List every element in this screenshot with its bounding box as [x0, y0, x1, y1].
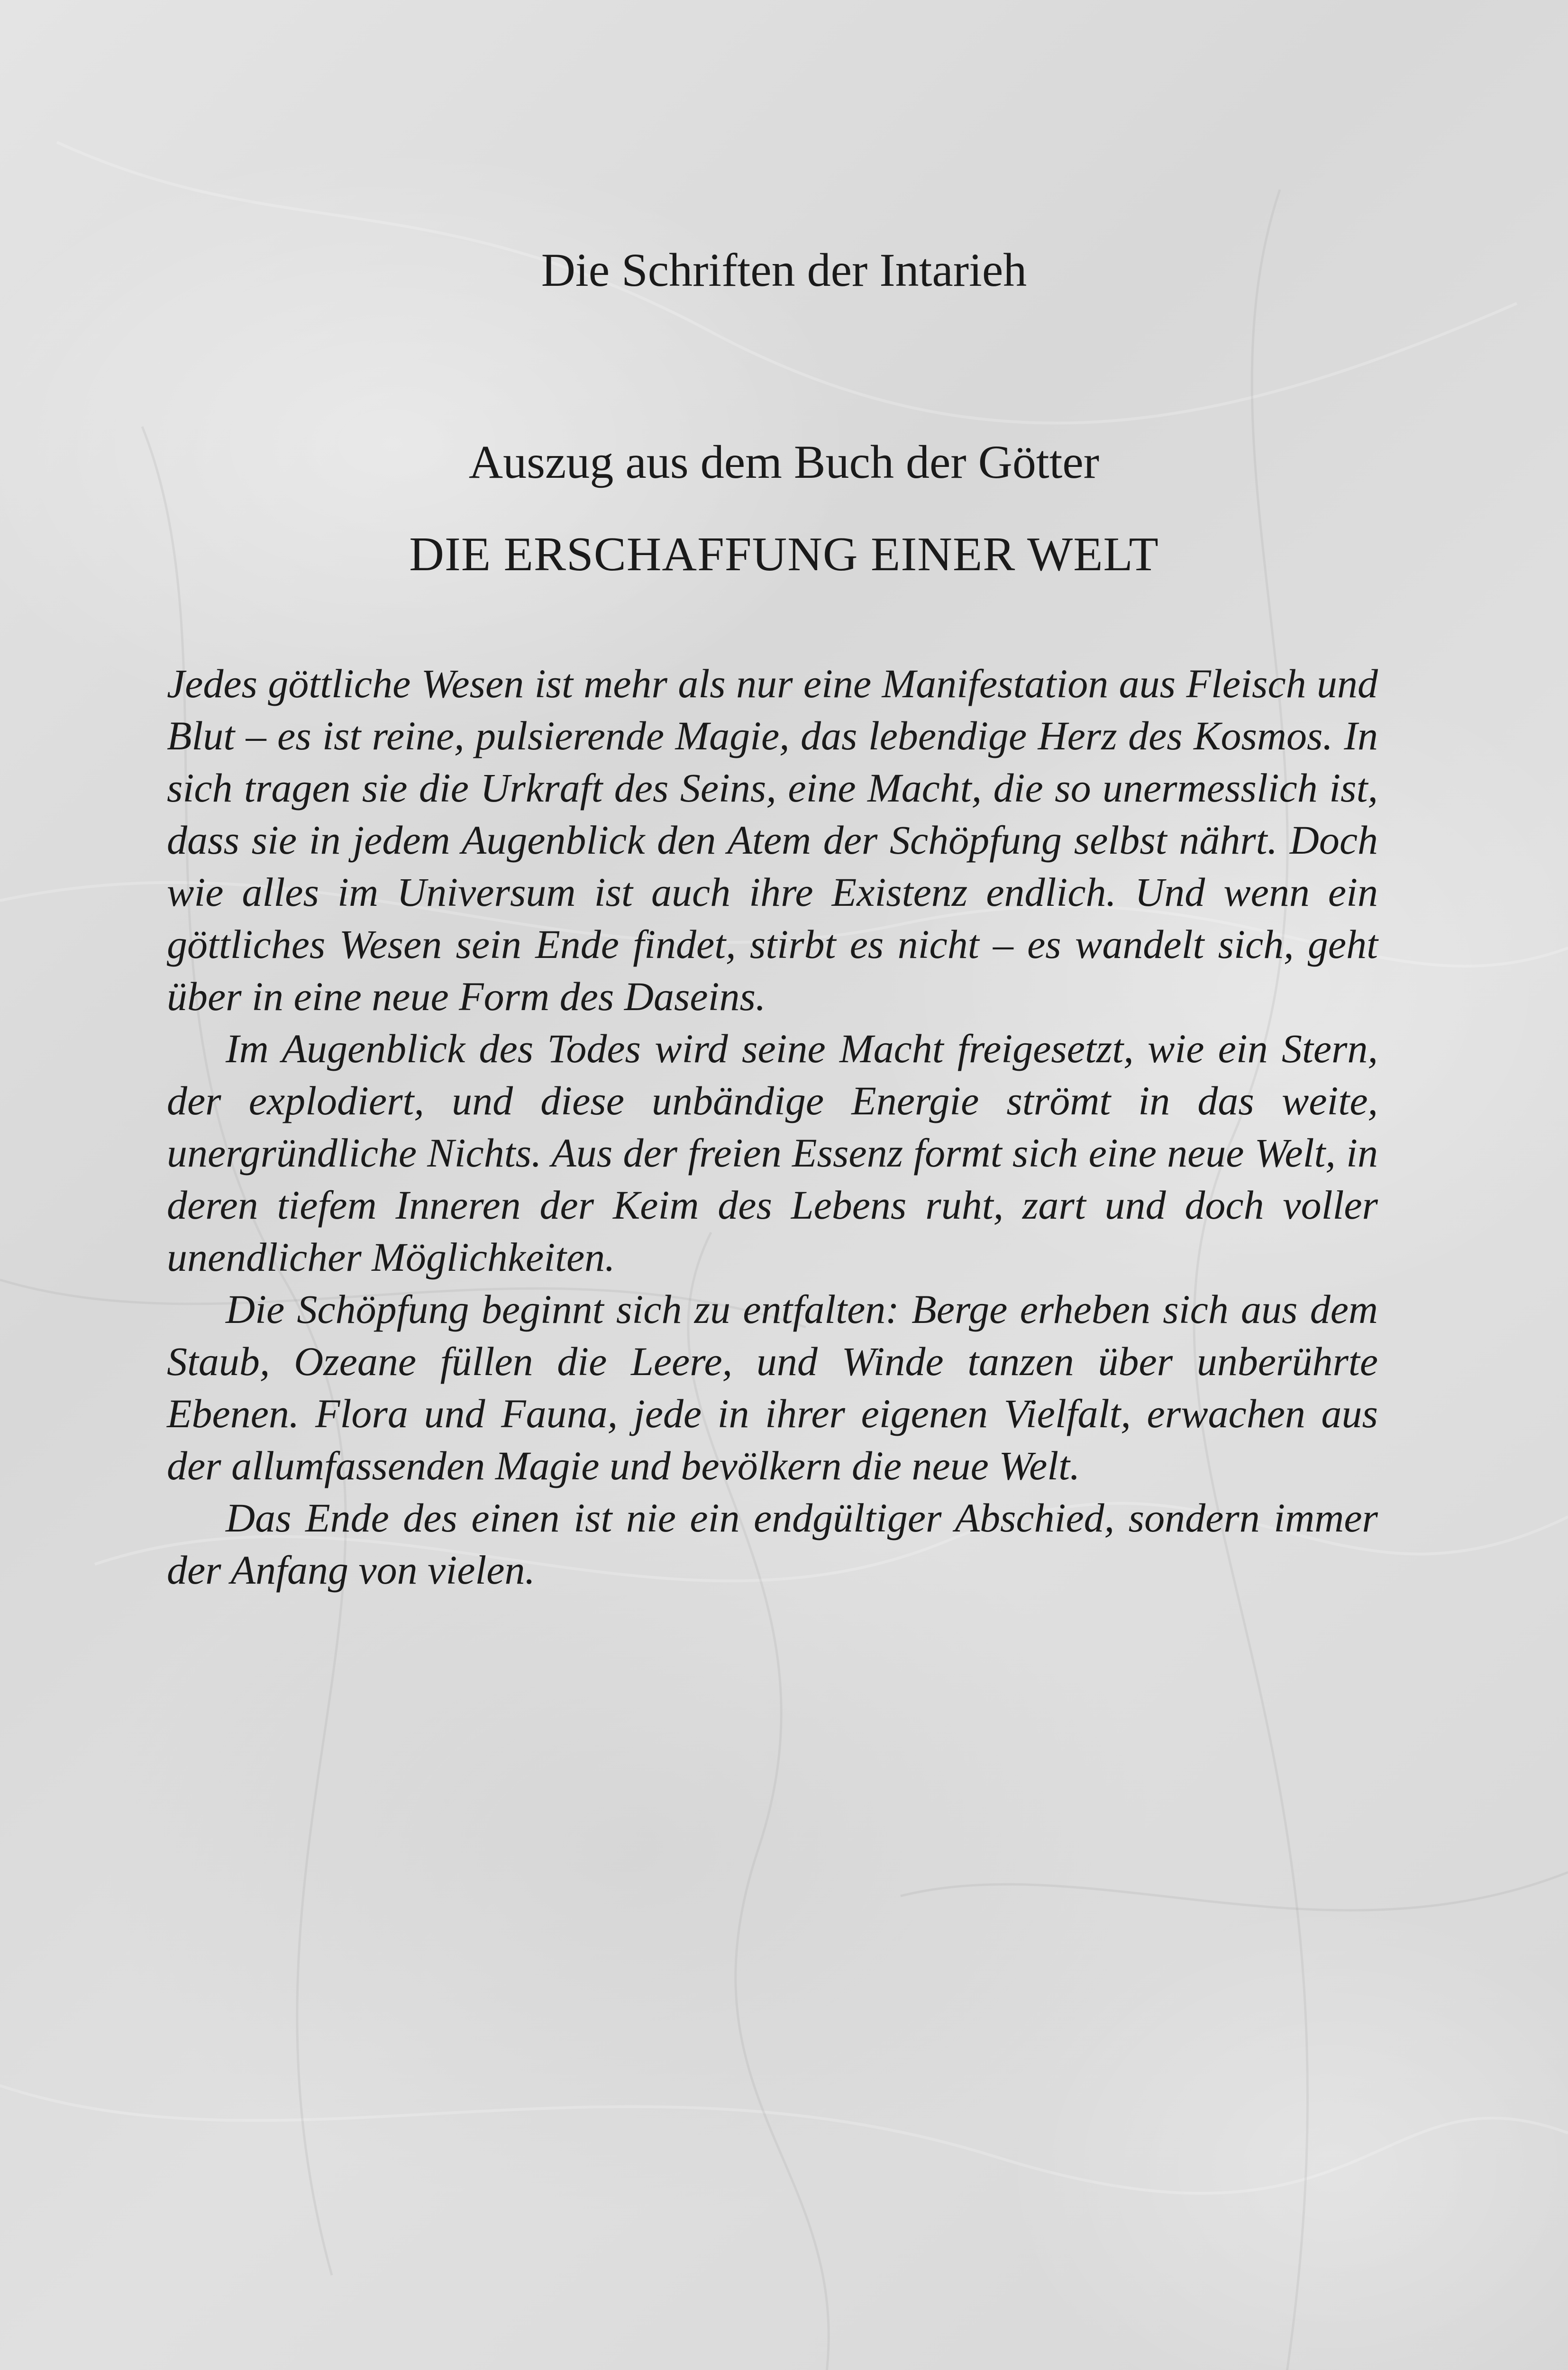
series-title: Die Schriften der Intarieh — [541, 244, 1027, 296]
book-subtitle: Auszug aus dem Buch der Götter — [468, 436, 1100, 488]
paragraph-3: Die Schöpfung beginnt sich zu entfalten: Berge erheben sich aus dem Staub, Ozeane füllen die Leere, und Winde tanzen über unberührte Ebenen. Flora und Fauna, jede in ihrer eigenen Vielfalt, erwachen aus der allumfassenden Magie und bevölkern die neue Welt. — [167, 1286, 1378, 1488]
paragraph-1: Jedes göttliche Wesen ist mehr als nur eine Manifestation aus Fleisch und Blut – es ist reine, pulsierende Magie, das lebendige Herz des Kosmos. In sich tragen sie die Urkraft des Seins, eine Macht, die so unermesslich ist, dass sie in jedem Augenblick den Atem der Schöpfung selbst nährt. Doch wie alles im Universum ist auch ihre Existenz endlich. Und wenn ein göttliches Wesen sein Ende findet, stirbt es nicht – es wandelt sich, geht über in eine neue Form des Daseins. — [167, 661, 1378, 1019]
chapter-title: DIE ERSCHAFFUNG EINER WELT — [409, 528, 1159, 581]
paragraph-2: Im Augenblick des Todes wird seine Macht freigesetzt, wie ein Stern, der explodiert, und diese unbändige Energie strömt in das weite, unergründliche Nichts. Aus der freien Essenz formt sich eine neue Welt, in deren tiefem Inneren der Keim des Lebens ruht, zart und doch voller unendlicher Möglichkeiten. — [167, 1026, 1378, 1280]
paragraph-4: Das Ende des einen ist nie ein endgültiger Abschied, sondern immer der Anfang von vielen. — [167, 1495, 1378, 1593]
body-text — [167, 657, 1378, 1596]
